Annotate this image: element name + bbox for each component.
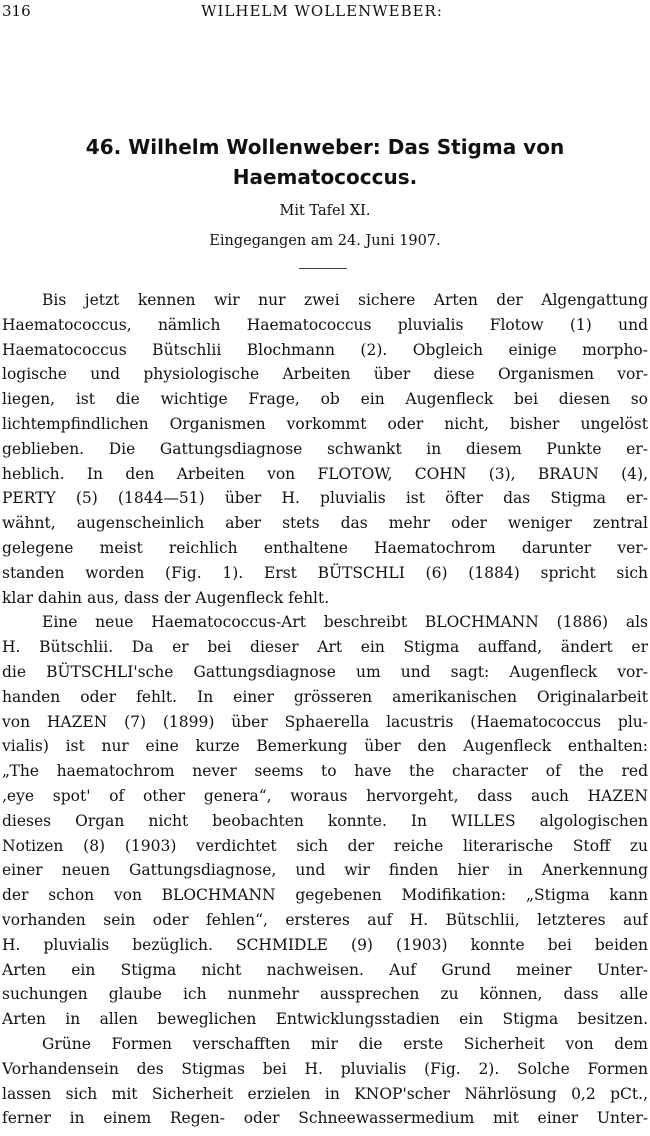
body-line: gelegene meist reichlich enthaltene Haematochrom darunter ver- [2, 538, 648, 557]
title-line-1: 46. Wilhelm Wollenweber: Das Stigma von [85, 135, 565, 159]
body-line: „The haematochrom never seems to have the character of the red [2, 762, 648, 781]
title-line-2: Haematococcus. [232, 165, 418, 189]
body-line: Bis jetzt kennen wir nur zwei sichere Arten der Algengattung [42, 291, 648, 309]
body-line: Arten in allen beweglichen Entwicklungsstadien ein Stigma besitzen. [2, 1010, 648, 1029]
body-line: geblieben. Die Gattungsdiagnose schwankt in diesem Punkte er- [2, 439, 648, 458]
body-line: dieses Organ nicht beobachten konnte. In WILLES algologischen [2, 811, 648, 830]
page-number: 316 [2, 2, 31, 20]
body-line: lichtempfindlichen Organismen vorkommt oder nicht, bisher ungelöst [2, 414, 648, 433]
body-line: Notizen (8) (1903) verdichtet sich der reiche literarische Stoff zu [2, 836, 648, 855]
body-line: liegen, ist die wichtige Frage, ob ein Augenfleck bei diesen so [2, 390, 648, 409]
body-line: suchungen glaube ich nunmehr aussprechen zu können, dass alle [2, 985, 648, 1004]
body-line: PERTY (5) (1844—51) über H. pluvialis ist öfter das Stigma er- [2, 489, 648, 508]
body-line: H. Bütschlii. Da er bei dieser Art ein Stigma auffand, ändert er [2, 638, 648, 657]
running-head: WILHELM WOLLENWEBER: [201, 2, 443, 20]
body-line: Grüne Formen verschafften mir die erste Sicherheit von dem [42, 1034, 648, 1053]
body-line: Arten ein Stigma nicht nachweisen. Auf Grund meiner Unter- [2, 960, 648, 979]
body-line: Eine neue Haematococcus-Art beschreibt BLOCHMANN (1886) als [42, 613, 648, 632]
body-line: standen worden (Fig. 1). Erst BÜTSCHLI (6) (1884) spricht sich [2, 563, 648, 582]
body-line: klar dahin aus, dass der Augenfleck fehlt. [2, 588, 330, 607]
body-line: ‚eye spot' of other genera“, woraus hervorgeht, dass auch HAZEN [2, 786, 648, 805]
body-line: vorhanden sein oder fehlen“, ersteres auf H. Bütschlii, letzteres auf [2, 910, 648, 929]
body-line: vialis) ist nur eine kurze Bemerkung über den Augenfleck enthalten: [2, 737, 648, 756]
body-line: Vorhandensein des Stigmas bei H. pluvialis (Fig. 2). Solche Formen [2, 1059, 648, 1078]
title-divider [299, 268, 347, 269]
body-line: ferner in einem Regen- oder Schneewassermedium mit einer Unter- [2, 1109, 648, 1128]
body-line: H. pluvialis bezüglich. SCHMIDLE (9) (1903) konnte bei beiden [2, 935, 648, 954]
body-line: von HAZEN (7) (1899) über Sphaerella lacustris (Haematococcus plu- [2, 712, 648, 731]
page-header [2, 2, 642, 24]
body-line: der schon von BLOCHMANN gegebenen Modifikation: „Stigma kann [2, 886, 648, 905]
body-line: Haematococcus Bütschlii Blochmann (2). Obgleich einige morpho- [2, 340, 648, 359]
body-line: einer neuen Gattungsdiagnose, und wir finden hier in Anerkennung [2, 861, 648, 880]
plate-note: Mit Tafel XI. [279, 203, 371, 219]
body-line: logische und physiologische Arbeiten über diese Organismen vor- [2, 365, 648, 384]
article-body [2, 288, 648, 1131]
article-title [40, 132, 610, 192]
body-line: wähnt, augenscheinlich aber stets das mehr oder weniger zentral [2, 514, 648, 533]
body-line: handen oder fehlt. In einer grösseren amerikanischen Originalarbeit [2, 687, 648, 706]
received-date: Eingegangen am 24. Juni 1907. [209, 233, 441, 249]
body-line: lassen sich mit Sicherheit erzielen in KNOP'scher Nährlösung 0,2 pCt., [2, 1084, 648, 1103]
body-line: die BÜTSCHLI'sche Gattungsdiagnose um und sagt: Augenfleck vor- [2, 662, 648, 681]
body-line: Haematococcus, nämlich Haematococcus pluvialis Flotow (1) und [2, 315, 648, 334]
body-line: heblich. In den Arbeiten von FLOTOW, COHN (3), BRAUN (4), [2, 464, 648, 483]
